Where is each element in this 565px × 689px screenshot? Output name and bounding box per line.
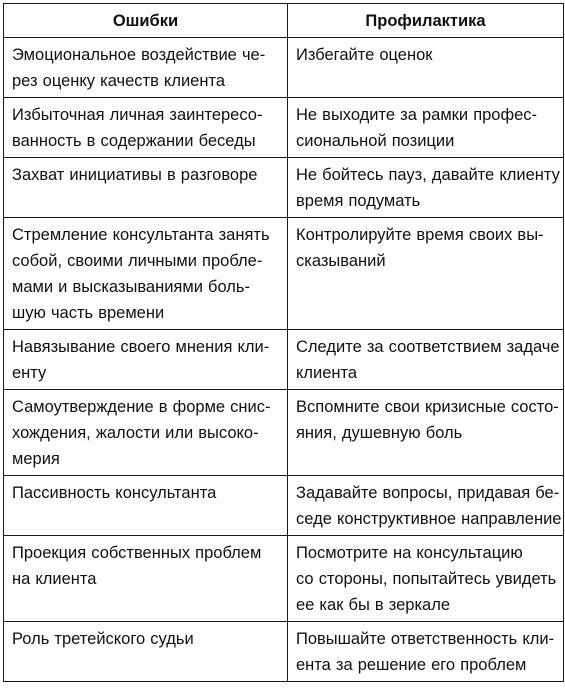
prevention-cell-line: ента за решение его проблем	[296, 656, 527, 674]
error-cell-line: на клиента	[12, 570, 97, 588]
prevention-cell-line: со стороны, попытайтесь увидеть	[296, 570, 557, 588]
error-cell-line: мами и высказываниями боль-	[12, 278, 250, 296]
prevention-cell	[288, 330, 564, 390]
error-cell	[4, 622, 288, 682]
table-row	[4, 330, 564, 390]
prevention-cell-line: ее как бы в зеркале	[296, 596, 451, 614]
prevention-cell-line: время подумать	[296, 192, 421, 210]
prevention-cell	[288, 536, 564, 622]
table-header-row	[4, 4, 564, 38]
table-row	[4, 536, 564, 622]
prevention-cell	[288, 38, 564, 98]
error-cell-line: собой, своими личными пробле-	[12, 252, 263, 270]
error-cell	[4, 330, 288, 390]
error-cell	[4, 38, 288, 98]
prevention-cell-line: сиональной позиции	[296, 132, 455, 150]
prevention-cell	[288, 98, 564, 158]
error-cell-line: Навязывание своего мнения кли-	[12, 338, 270, 356]
error-cell-line: рез оценку качеств клиента	[12, 72, 226, 90]
table-row	[4, 476, 564, 536]
prevention-cell-line: Задавайте вопросы, придавая бе-	[296, 484, 560, 502]
error-cell-line: Пассивность консультанта	[12, 484, 217, 502]
error-cell-line: ванность в содержании беседы	[12, 132, 256, 150]
prevention-cell-line: Контролируйте время своих вы-	[296, 226, 544, 244]
prevention-cell-line: Вспомните свои кризисные состо-	[296, 398, 559, 416]
table-row	[4, 38, 564, 98]
prevention-cell-line: Не бойтесь пауз, давайте клиенту	[296, 166, 560, 184]
prevention-cell-line: седе конструктивное направление	[296, 510, 562, 528]
prevention-cell-line: Следите за соответствием задаче	[296, 338, 560, 356]
error-cell	[4, 98, 288, 158]
table-row	[4, 218, 564, 330]
prevention-cell-line: клиента	[296, 364, 358, 382]
prevention-cell	[288, 476, 564, 536]
error-cell	[4, 390, 288, 476]
prevention-cell-line: Не выходите за рамки профес-	[296, 106, 537, 124]
error-cell	[4, 476, 288, 536]
error-cell	[4, 158, 288, 218]
error-cell	[4, 218, 288, 330]
error-cell-line: Проекция собственных проблем	[12, 544, 262, 562]
prevention-cell	[288, 390, 564, 476]
prevention-cell-line: яния, душевную боль	[296, 424, 463, 442]
table-row	[4, 98, 564, 158]
error-cell-line: Стремление консультанта занять	[12, 226, 270, 244]
prevention-cell	[288, 158, 564, 218]
error-cell-line: Захват инициативы в разговоре	[12, 166, 258, 184]
prevention-cell-line: Избегайте оценок	[296, 46, 433, 64]
table-row	[4, 390, 564, 476]
error-cell-line: хождения, жалости или высоко-	[12, 424, 259, 442]
table-row	[4, 158, 564, 218]
error-cell-line: енту	[12, 364, 47, 382]
error-cell	[4, 536, 288, 622]
prevention-cell-line: Посмотрите на консультацию	[296, 544, 523, 562]
error-cell-line: шую часть времени	[12, 304, 165, 322]
table-body	[4, 38, 564, 682]
prevention-cell	[288, 218, 564, 330]
error-cell-line: мерия	[12, 450, 60, 468]
header-prevention: Профилактика	[288, 4, 564, 38]
error-cell-line: Эмоциональное воздействие че-	[12, 46, 266, 64]
header-errors: Ошибки	[4, 4, 288, 38]
error-cell-line: Роль третейского судьи	[12, 630, 194, 648]
prevention-cell	[288, 622, 564, 682]
prevention-cell-line: сказываний	[296, 252, 386, 270]
prevention-cell-line: Повышайте ответственность кли-	[296, 630, 555, 648]
table-row	[4, 622, 564, 682]
error-cell-line: Избыточная личная заинтересо-	[12, 106, 263, 124]
errors-prevention-table	[3, 3, 564, 682]
error-cell-line: Самоутверждение в форме снис-	[12, 398, 271, 416]
